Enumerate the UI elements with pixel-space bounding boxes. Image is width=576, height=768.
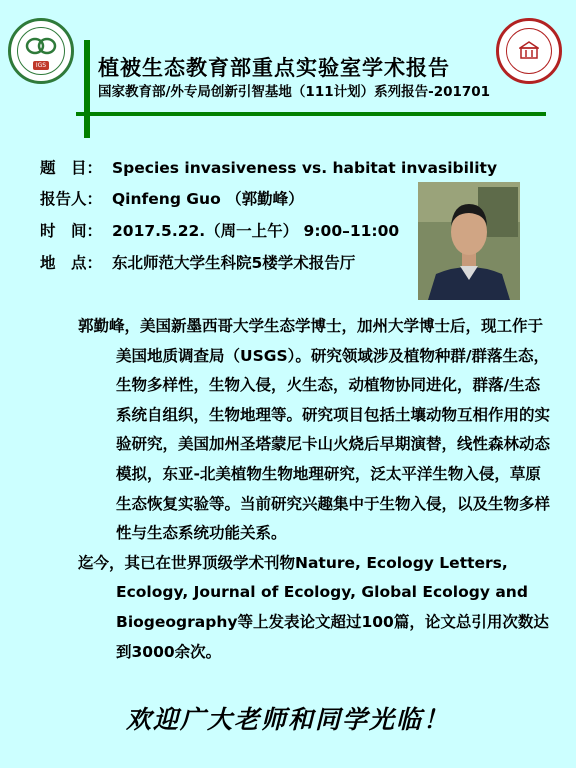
portrait-icon [418, 182, 520, 300]
speaker-label: 报告人： [40, 190, 103, 208]
speaker-row [40, 187, 304, 209]
header-horizontal-divider [76, 112, 546, 116]
place-label: 地 点： [40, 254, 103, 272]
page-title: 植被生态教育部重点实验室学术报告 [98, 56, 450, 80]
time-row [40, 219, 399, 241]
bio-paragraph-2: 迄今，其已在世界顶级学术刊物Nature, Ecology Letters, Ecology, Journal of Ecology, Global Ecology and Biogeography等上发表论文超过100篇，论文总引用次数达到3000余次。 [78, 553, 549, 661]
speaker-bio [78, 312, 550, 667]
header-vertical-divider [84, 40, 90, 138]
place-row [40, 251, 355, 273]
place-value: 东北师范大学生科院5楼学术报告厅 [112, 254, 356, 272]
institute-badge: IGS [33, 61, 49, 70]
rings-icon [25, 37, 57, 55]
speaker-value: Qinfeng Guo （郭勤峰） [112, 190, 304, 208]
bio-paragraph-1: 郭勤峰，美国新墨西哥大学生态学博士，加州大学博士后，现工作于美国地质调查局（USGS）。研究领域涉及植物种群/群落生态，生物多样性，生物入侵，火生态，动植物协同进化，群落/生态系统自组织，生物地理等。研究项目包括土壤动物互相作用的实验研究，美国加州圣塔蒙尼卡山火烧后早期演替，线性森林动态模拟，东亚-北美植物生物地理研究，泛太平洋生物入侵，草原生态恢复实验等。当前研究兴趣集中于生物入侵，以及生物多样性与生态系统功能关系。 [78, 317, 551, 543]
topic-row [40, 156, 497, 178]
topic-value: Species invasiveness vs. habitat invasibility [112, 159, 498, 177]
page-subtitle: 国家教育部/外专局创新引智基地（111计划）系列报告-201701 [98, 84, 491, 100]
topic-label: 题 目： [40, 159, 103, 177]
time-label: 时 间： [40, 222, 103, 240]
institute-seal-icon [8, 18, 74, 84]
building-icon [519, 41, 539, 59]
university-seal-icon [496, 18, 562, 84]
speaker-photo [418, 182, 520, 300]
time-value: 2017.5.22.（周一上午） 9:00–11:00 [112, 222, 400, 240]
welcome-message: 欢迎广大老师和同学光临！ [125, 705, 450, 734]
